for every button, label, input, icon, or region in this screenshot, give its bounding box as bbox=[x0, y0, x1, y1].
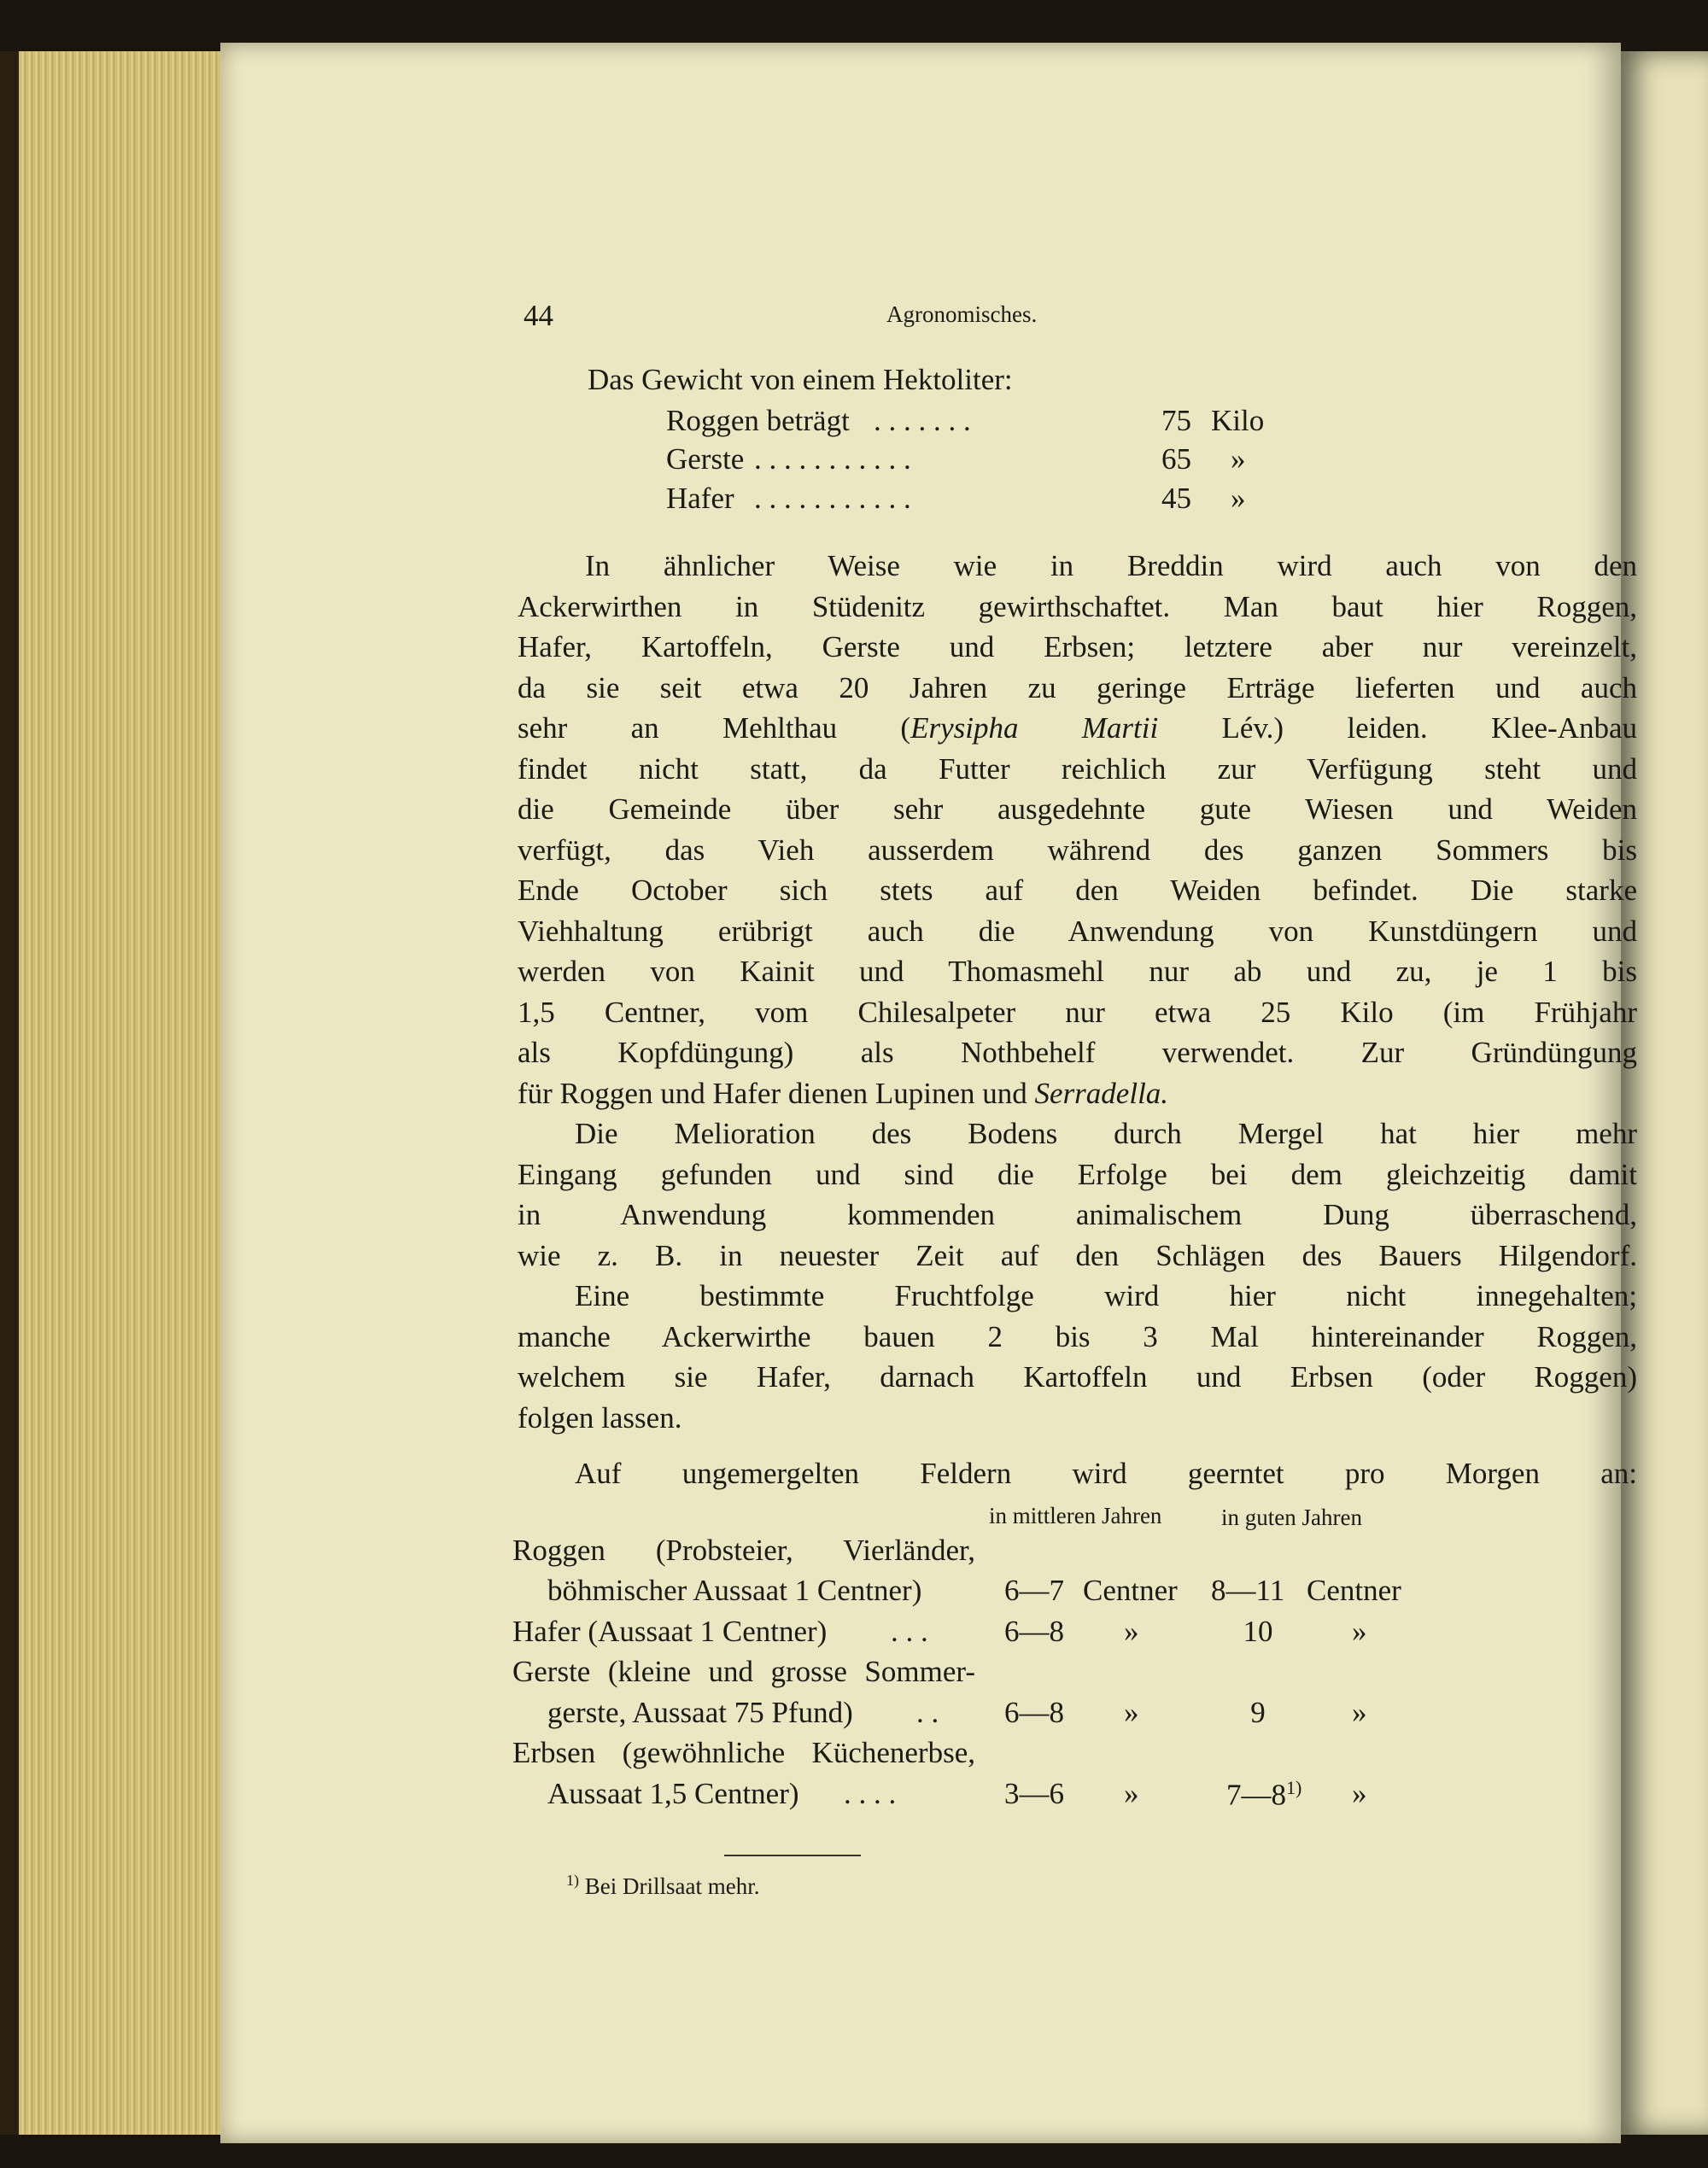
paragraph-line: findet nicht statt, da Futter reichlich zur Verfügung steht und bbox=[518, 752, 1637, 786]
table-row-label: Roggen (Probsteier, Vierländer, bbox=[512, 1534, 975, 1567]
table-row-leader: . . bbox=[916, 1696, 939, 1729]
paragraph-line-with-italic bbox=[518, 713, 1637, 743]
text-run: Lév.) leiden. Klee-Anbau bbox=[1158, 711, 1637, 745]
paragraph-line: in Anwendung kommenden animalischem Dung überraschend, bbox=[518, 1198, 1637, 1231]
paragraph-line: Eingang gefunden und sind die Erfolge bei dem gleichzeitig damit bbox=[518, 1158, 1637, 1191]
weight-row-value: 75 bbox=[1161, 404, 1191, 437]
weight-row-leader: . . . . . . . bbox=[874, 404, 971, 437]
weights-intro: Das Gewicht von einem Hektoliter: bbox=[588, 363, 1013, 396]
table-cell-good: 8—11 bbox=[1211, 1574, 1285, 1607]
paragraph-line: In ähnlicher Weise wie in Breddin wird auch von den bbox=[585, 549, 1637, 582]
paragraph-line-with-italic bbox=[518, 1078, 1168, 1108]
table-cell-mid: 3—6 bbox=[1004, 1777, 1064, 1810]
table-cell-good bbox=[1226, 1779, 1301, 1810]
weight-row-label: Gerste bbox=[666, 442, 745, 476]
text-run: für Roggen und Hafer dienen Lupinen und bbox=[518, 1077, 1035, 1110]
weight-row-unit: Kilo bbox=[1211, 404, 1265, 437]
table-row-label: Erbsen (gewöhnliche Küchenerbse, bbox=[512, 1736, 975, 1769]
footnote bbox=[566, 1873, 759, 1898]
weight-row-label: Roggen beträgt bbox=[666, 404, 850, 437]
paragraph-line: wie z. B. in neuester Zeit auf den Schlägen des Bauers Hilgendorf. bbox=[518, 1239, 1637, 1272]
table-cell-good-unit: » bbox=[1352, 1615, 1367, 1648]
paragraph-line: Ackerwirthen in Stüdenitz gewirthschaftet. Man baut hier Roggen, bbox=[518, 590, 1637, 623]
table-cell-mid: 6—7 bbox=[1004, 1574, 1064, 1607]
table-cell-mid-unit: » bbox=[1124, 1777, 1139, 1810]
paragraph-line: welchem sie Hafer, darnach Kartoffeln und Erbsen (oder Roggen) bbox=[518, 1360, 1637, 1394]
table-cell-good: 9 bbox=[1250, 1696, 1266, 1729]
cell-value: 7—8 bbox=[1226, 1778, 1286, 1812]
weight-row-leader: . . . . . . . . . . . bbox=[754, 442, 911, 476]
weight-row-unit: » bbox=[1231, 482, 1246, 515]
table-row-label: Hafer (Aussaat 1 Centner) bbox=[512, 1615, 828, 1648]
paragraph-line: Ende October sich stets auf den Weiden befindet. Die starke bbox=[518, 874, 1637, 907]
weight-row-unit: » bbox=[1231, 442, 1246, 476]
species-name: Erysipha Martii bbox=[910, 711, 1159, 745]
paragraph-line: Die Melioration des Bodens durch Mergel hat hier mehr bbox=[575, 1117, 1637, 1150]
footnote-mark: 1) bbox=[566, 1872, 579, 1889]
paragraph-line: verfügt, das Vieh ausserdem während des ganzen Sommers bis bbox=[518, 833, 1637, 867]
table-cell-mid: 6—8 bbox=[1004, 1696, 1064, 1729]
table-row-leader: . . . . bbox=[844, 1777, 897, 1810]
paragraph-line: werden von Kainit und Thomasmehl nur ab und zu, je 1 bis bbox=[518, 955, 1637, 988]
weight-row-leader: . . . . . . . . . . . bbox=[754, 482, 911, 515]
table-row-label: Gerste (kleine und grosse Sommer- bbox=[512, 1655, 975, 1688]
table-row-label: böhmischer Aussaat 1 Centner) bbox=[547, 1574, 922, 1607]
paragraph-line: Eine bestimmte Fruchtfolge wird hier nicht innegehalten; bbox=[575, 1279, 1637, 1312]
paragraph-line: da sie seit etwa 20 Jahren zu geringe Erträge lieferten und auch bbox=[518, 671, 1637, 704]
table-cell-mid-unit: » bbox=[1124, 1696, 1139, 1729]
paragraph-line: als Kopfdüngung) als Nothbehelf verwendet. Zur Gründüngung bbox=[518, 1036, 1637, 1069]
table-cell-good-unit: » bbox=[1352, 1777, 1367, 1810]
book-page bbox=[220, 43, 1637, 2143]
table-row-label: Aussaat 1,5 Centner) bbox=[547, 1777, 799, 1810]
paragraph-line: die Gemeinde über sehr ausgedehnte gute Wiesen und Weiden bbox=[518, 792, 1637, 826]
paragraph-line: folgen lassen. bbox=[518, 1401, 682, 1435]
weight-row-value: 65 bbox=[1161, 442, 1191, 476]
table-cell-good-unit: Centner bbox=[1307, 1574, 1401, 1607]
paragraph-line: manche Ackerwirthe bauen 2 bis 3 Mal hintereinander Roggen, bbox=[518, 1320, 1637, 1353]
text-run: sehr an Mehlthau ( bbox=[518, 711, 911, 745]
footnote-mark: 1) bbox=[1286, 1777, 1302, 1798]
book-page-edges bbox=[0, 51, 226, 2135]
table-cell-good: 10 bbox=[1243, 1615, 1273, 1648]
table-row-leader: . . . bbox=[891, 1615, 928, 1648]
table-intro: Auf ungemergelten Feldern wird geerntet pro Morgen an: bbox=[575, 1457, 1637, 1490]
paragraph-line: Hafer, Kartoffeln, Gerste und Erbsen; letztere aber nur vereinzelt, bbox=[518, 630, 1637, 663]
footnote-text: Bei Drillsaat mehr. bbox=[584, 1873, 760, 1899]
paragraph-line: Viehhaltung erübrigt auch die Anwendung von Kunstdüngern und bbox=[518, 915, 1637, 948]
footnote-divider bbox=[724, 1855, 861, 1856]
book-spine-shadow bbox=[0, 51, 19, 2135]
column-header-good: in guten Jahren bbox=[1221, 1505, 1362, 1530]
running-title: Agronomisches. bbox=[886, 301, 1038, 327]
table-cell-good-unit: » bbox=[1352, 1696, 1367, 1729]
table-cell-mid-unit: Centner bbox=[1083, 1574, 1178, 1607]
species-name: Serradella. bbox=[1034, 1077, 1169, 1110]
facing-page-edge bbox=[1618, 51, 1708, 2135]
page-number: 44 bbox=[524, 299, 553, 332]
table-cell-mid-unit: » bbox=[1124, 1615, 1139, 1648]
table-cell-mid: 6—8 bbox=[1004, 1615, 1064, 1648]
weight-row-label: Hafer bbox=[666, 482, 734, 515]
paragraph-line: 1,5 Centner, vom Chilesalpeter nur etwa 25 Kilo (im Frühjahr bbox=[518, 996, 1637, 1029]
table-row-label: gerste, Aussaat 75 Pfund) bbox=[547, 1696, 853, 1729]
column-header-mid: in mittleren Jahren bbox=[989, 1503, 1162, 1528]
weight-row-value: 45 bbox=[1161, 482, 1191, 515]
